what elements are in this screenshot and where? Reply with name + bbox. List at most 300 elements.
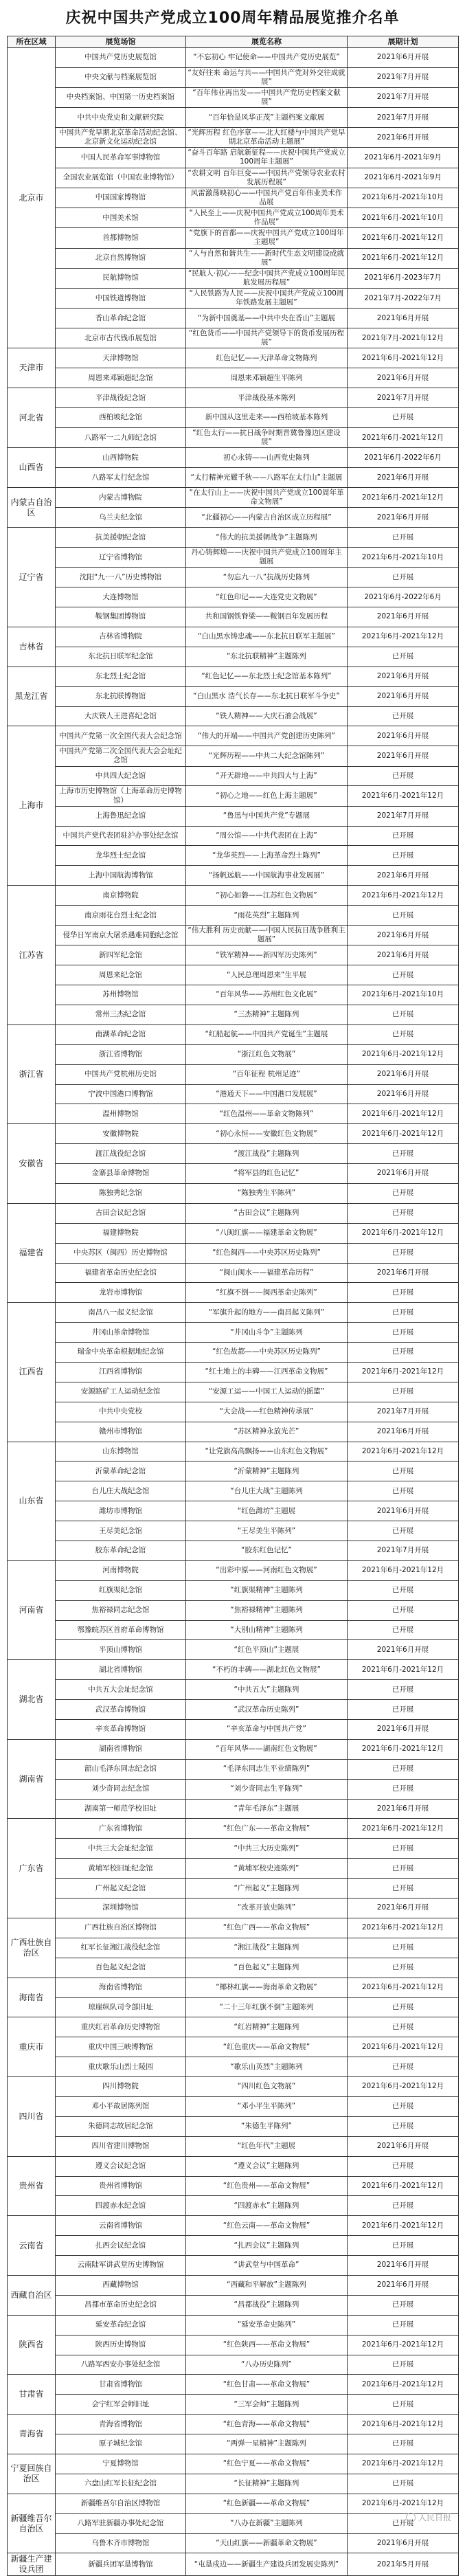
table-row — [8, 1997, 459, 2017]
exhibition-cell: “井冈山斗争”主题陈列 — [186, 1323, 348, 1343]
period-cell: 2021年6月开展 — [348, 1064, 459, 1084]
table-row — [8, 2037, 459, 2057]
exhibition-cell: “伟大胜利 历史贡献——中国人民抗日战争胜利主题展” — [186, 926, 348, 945]
exhibition-cell: “天山红旗——新疆革命文物展” — [186, 2533, 348, 2553]
venue-cell: 首都博物馆 — [56, 228, 186, 248]
period-cell: 2021年6月开展 — [348, 2533, 459, 2553]
venue-cell: 中共四大纪念馆 — [56, 766, 186, 786]
venue-cell: 北京自然博物馆 — [56, 248, 186, 268]
venue-cell: 原子城纪念馆 — [56, 2434, 186, 2454]
exhibition-cell: 新中国从这里走来——西柏坡基本陈列 — [186, 408, 348, 428]
period-cell: 已开展 — [348, 2116, 459, 2136]
period-cell: 已开展 — [348, 1303, 459, 1323]
period-cell: 已开展 — [348, 965, 459, 985]
period-cell: 2021年6月-2021年12月 — [348, 1739, 459, 1759]
venue-cell: 八路军太行纪念馆 — [56, 468, 186, 488]
venue-cell: 中国共产党杭州历史馆 — [56, 1064, 186, 1084]
period-cell: 已开展 — [348, 2434, 459, 2454]
exhibition-cell: 平津战役基本陈列 — [186, 388, 348, 408]
period-cell: 已开展 — [348, 2474, 459, 2494]
exhibition-cell: 风雷激荡映初心——中国共产党百年伟业美术作品展 — [186, 188, 348, 208]
exhibition-cell: “毛泽东同志生平业绩陈列” — [186, 1759, 348, 1779]
exhibition-cell: “不忘初心 牢记使命——中国共产党历史展览” — [186, 47, 348, 67]
table-row — [8, 408, 459, 428]
venue-cell: 全国农业展览馆（中国农业博物馆） — [56, 168, 186, 188]
period-cell: 已开展 — [348, 2513, 459, 2533]
exhibition-cell: “长征精神”主题陈列 — [186, 2474, 348, 2494]
region-cell: 河南省 — [8, 1560, 56, 1659]
period-cell: 2021年6月开展 — [348, 2275, 459, 2295]
venue-cell: 百色起义纪念馆 — [56, 1958, 186, 1978]
period-cell: 已开展 — [348, 1680, 459, 1700]
exhibition-cell: “百年伟业再出发——中国共产党历史档案文献展” — [186, 87, 348, 107]
venue-cell: 云南陆军讲武堂历史博物馆 — [56, 2256, 186, 2276]
period-cell: 2021年6月-2021年12月 — [348, 1660, 459, 1680]
region-cell: 江苏省 — [8, 886, 56, 1025]
exhibition-cell: “太行精神光耀千秋——八路军在太行山”主题展 — [186, 468, 348, 488]
venue-cell: 邓小平故居陈列馆 — [56, 2096, 186, 2116]
exhibition-cell: 初心永铸——山西党史陈列 — [186, 448, 348, 468]
period-cell: 2021年6月-2022年6月 — [348, 587, 459, 607]
period-cell: 已开展 — [348, 1243, 459, 1263]
region-cell: 黑龙江省 — [8, 667, 56, 726]
exhibition-cell: “红色潍坊”主题展 — [186, 1501, 348, 1521]
exhibition-cell: “红色广西——革命文物展” — [186, 1918, 348, 1938]
exhibition-table — [7, 36, 459, 2576]
table-row — [8, 2553, 459, 2576]
period-cell: 已开展 — [348, 2096, 459, 2116]
venue-cell: 中国铁道博物馆 — [56, 289, 186, 309]
venue-cell: 青海省博物馆 — [56, 2415, 186, 2434]
period-cell: 2021年7月-2022年7月 — [348, 289, 459, 309]
exhibition-cell: “红色闽西——中央苏区历史陈列” — [186, 1243, 348, 1263]
exhibition-cell: “初心永恒——安徽红色文物展” — [186, 1124, 348, 1144]
table-row — [8, 208, 459, 228]
period-cell: 2021年6月开展 — [348, 1164, 459, 1184]
table-row — [8, 268, 459, 288]
table-row — [8, 1005, 459, 1024]
table-row — [8, 2533, 459, 2553]
period-cell: 2021年6月开展 — [348, 2136, 459, 2156]
table-row — [8, 427, 459, 447]
venue-cell: 湖南第一师范学校旧址 — [56, 1799, 186, 1819]
period-cell: 2021年6月-2021年10月 — [348, 208, 459, 228]
period-cell: 2021年6月开展 — [348, 309, 459, 328]
exhibition-cell: “北疆初心——内蒙古自治区成立历程展” — [186, 508, 348, 528]
table-row — [8, 2017, 459, 2037]
table-row — [8, 985, 459, 1005]
table-row — [8, 686, 459, 706]
table-row — [8, 1899, 459, 1918]
venue-cell: 南湖革命纪念馆 — [56, 1024, 186, 1044]
table-row — [8, 168, 459, 188]
period-cell: 已开展 — [348, 1144, 459, 1164]
table-row — [8, 47, 459, 67]
venue-cell: 乌兰夫纪念馆 — [56, 508, 186, 528]
exhibition-cell: “红色温州——革命文物陈列” — [186, 1104, 348, 1124]
venue-cell: 潍坊市博物馆 — [56, 1501, 186, 1521]
table-row — [8, 2196, 459, 2216]
table-row — [8, 548, 459, 568]
table-row — [8, 1978, 459, 1997]
table-row — [8, 1124, 459, 1144]
table-row — [8, 1104, 459, 1124]
exhibition-cell: “铁军精神——新四军历史陈列” — [186, 945, 348, 965]
exhibition-cell: “四渡赤水”主题陈列 — [186, 2196, 348, 2216]
table-row — [8, 2494, 459, 2513]
venue-cell: 乌鲁木齐市博物馆 — [56, 2533, 186, 2553]
period-cell: 2021年6月-2021年12月 — [348, 2216, 459, 2236]
period-cell: 已开展 — [348, 2295, 459, 2315]
venue-cell: 大连博物馆 — [56, 587, 186, 607]
venue-cell: 内蒙古博物院 — [56, 488, 186, 508]
table-row — [8, 228, 459, 248]
table-row — [8, 1343, 459, 1363]
region-cell: 福建省 — [8, 1203, 56, 1302]
table-row — [8, 1720, 459, 1740]
venue-cell: 东北烈士纪念馆 — [56, 667, 186, 686]
table-row — [8, 1303, 459, 1323]
venue-cell: 上海鲁迅纪念馆 — [56, 806, 186, 826]
table-row — [8, 1779, 459, 1799]
venue-cell: 延安革命纪念馆 — [56, 2315, 186, 2335]
period-cell: 已开展 — [348, 2315, 459, 2335]
venue-cell: 广州起义纪念馆 — [56, 1879, 186, 1899]
venue-cell: 安徽博物院 — [56, 1124, 186, 1144]
region-cell: 甘肃省 — [8, 2375, 56, 2415]
exhibition-cell: “农耕文明 百年巨变——中国共产党领导农业农村发展历程展” — [186, 168, 348, 188]
period-cell: 2021年7月开展 — [348, 1402, 459, 1422]
exhibition-cell: “八闽红旗——福建革命文物展” — [186, 1223, 348, 1243]
venue-cell: 云南省博物馆 — [56, 2216, 186, 2236]
exhibition-cell: “安源工运——中国工人运动的摇篮” — [186, 1382, 348, 1402]
table-row — [8, 1382, 459, 1402]
period-cell: 2021年7月开展 — [348, 87, 459, 107]
venue-cell: 湖北省博物馆 — [56, 1660, 186, 1680]
period-cell: 已开展 — [348, 1938, 459, 1958]
period-cell: 已开展 — [348, 2196, 459, 2216]
exhibition-cell: “红色货币——中国共产党领导下的货币发展历程展” — [186, 328, 348, 348]
table-row — [8, 1243, 459, 1263]
venue-cell: 中国共产党早期北京革命活动纪念馆、北京新文化运动纪念馆 — [56, 128, 186, 148]
exhibition-cell: “中共五大”主题陈列 — [186, 1680, 348, 1700]
exhibition-cell: “红岩精神”主题陈列 — [186, 2017, 348, 2037]
venue-cell: 海南省博物馆 — [56, 1978, 186, 1997]
table-row — [8, 2395, 459, 2415]
venue-cell: 周恩来邓颖超纪念馆 — [56, 368, 186, 388]
region-cell: 重庆市 — [8, 2017, 56, 2077]
venue-cell: 四川省建川博物馆 — [56, 2136, 186, 2156]
venue-cell: 平津战役纪念馆 — [56, 388, 186, 408]
exhibition-cell: “初心如磐——江苏红色文物展” — [186, 886, 348, 906]
venue-cell: 中国共产党第二次全国代表大会会址纪念馆 — [56, 746, 186, 766]
venue-cell: 江西省博物馆 — [56, 1363, 186, 1382]
period-cell: 2021年6月开展 — [348, 1501, 459, 1521]
venue-cell: 常州三杰纪念馆 — [56, 1005, 186, 1024]
table-row — [8, 1283, 459, 1303]
table-row — [8, 1938, 459, 1958]
table-row — [8, 587, 459, 607]
venue-cell: 山东博物馆 — [56, 1442, 186, 1461]
exhibition-cell: “沂蒙精神”主题陈列 — [186, 1461, 348, 1481]
period-cell: 2021年6月开展 — [348, 1899, 459, 1918]
venue-cell: 陕西历史博物馆 — [56, 2335, 186, 2355]
venue-cell: 贵州省博物馆 — [56, 2176, 186, 2196]
venue-cell: 井冈山革命博物馆 — [56, 1323, 186, 1343]
table-row — [8, 2335, 459, 2355]
venue-cell: 福建省革命历史纪念馆 — [56, 1263, 186, 1283]
table-row — [8, 1363, 459, 1382]
region-cell: 辽宁省 — [8, 528, 56, 627]
exhibition-cell: “白山黑水铸忠魂——东北抗日联军主题展” — [186, 627, 348, 647]
region-cell: 新疆维吾尔自治区 — [8, 2494, 56, 2553]
period-cell: 2021年6月-2021年12月 — [348, 1442, 459, 1461]
period-cell: 2021年6月-2021年12月 — [348, 2077, 459, 2097]
venue-cell: 黄埔军校旧址纪念馆 — [56, 1859, 186, 1879]
period-cell: 已开展 — [348, 647, 459, 667]
exhibition-cell: “邓小平生平陈列” — [186, 2096, 348, 2116]
header-venue: 展览场馆 — [56, 36, 186, 48]
exhibition-cell: “红船起航——中国共产党诞生”主题展 — [186, 1024, 348, 1044]
table-row — [8, 1819, 459, 1839]
period-cell: 已开展 — [348, 408, 459, 428]
period-cell: 2021年6月-2021年12月 — [348, 2037, 459, 2057]
venue-cell: 八路军一二九师纪念馆 — [56, 427, 186, 447]
venue-cell: 昌都市革命历史纪念馆 — [56, 2295, 186, 2315]
table-row — [8, 1183, 459, 1203]
venue-cell: 中共中央党校 — [56, 1402, 186, 1422]
table-row — [8, 1164, 459, 1184]
table-row — [8, 846, 459, 866]
venue-cell: 中共五大会址纪念馆 — [56, 1680, 186, 1700]
period-cell: 2021年6月开展 — [348, 1640, 459, 1660]
venue-cell: 宁夏博物馆 — [56, 2454, 186, 2474]
venue-cell: 天津博物馆 — [56, 348, 186, 368]
region-cell: 湖北省 — [8, 1660, 56, 1740]
region-cell: 广东省 — [8, 1819, 56, 1918]
period-cell: 2021年6月开展 — [348, 686, 459, 706]
period-cell: 2021年6月-2021年12月 — [348, 248, 459, 268]
period-cell: 2021年6月开展 — [348, 1084, 459, 1104]
period-cell: 2021年6月-2021年12月 — [348, 1044, 459, 1064]
exhibition-cell: “初心之地——红色上海主题展” — [186, 786, 348, 806]
exhibition-cell: “扬帆远航——中国航海事业发展展” — [186, 866, 348, 886]
period-cell: 已开展 — [348, 1283, 459, 1303]
period-cell: 已开展 — [348, 1005, 459, 1024]
table-row — [8, 1203, 459, 1223]
venue-cell: 中共三大会址纪念馆 — [56, 1839, 186, 1859]
table-row — [8, 348, 459, 368]
period-cell: 2021年6月开展 — [348, 1422, 459, 1442]
venue-cell: 新疆兵团军垦博物馆 — [56, 2553, 186, 2576]
exhibition-cell: “昌都战役”主题陈列 — [186, 2295, 348, 2315]
period-cell: 2021年6月-2021年12月 — [348, 886, 459, 906]
period-cell: 已开展 — [348, 1343, 459, 1363]
venue-cell: 金寨县革命博物馆 — [56, 1164, 186, 1184]
region-cell: 新疆生产建设兵团 — [8, 2553, 56, 2576]
table-row — [8, 786, 459, 806]
exhibition-cell: “朱德生平陈列” — [186, 2116, 348, 2136]
period-cell: 2021年6月开展 — [348, 945, 459, 965]
venue-cell: 琼崖纵队司令部旧址 — [56, 1997, 186, 2017]
watermark-text: 人民日报 — [418, 2513, 451, 2522]
venue-cell: 武汉革命博物馆 — [56, 1700, 186, 1720]
exhibition-cell: “胶东红色记忆” — [186, 1541, 348, 1561]
exhibition-cell: “人民铁路为人民——庆祝中国共产党成立100周年铁路发展主题展” — [186, 289, 348, 309]
venue-cell: 焦裕禄同志纪念馆 — [56, 1600, 186, 1620]
exhibition-cell: “不朽的丰碑——湖北红色文物展” — [186, 1660, 348, 1680]
exhibition-cell: “大别山精神”主题陈列 — [186, 1620, 348, 1640]
venue-cell: 南昌八一起义纪念馆 — [56, 1303, 186, 1323]
table-row — [8, 826, 459, 846]
table-row — [8, 248, 459, 268]
exhibition-cell: “闽山闽水——福建革命历程” — [186, 1263, 348, 1283]
period-cell: 已开展 — [348, 1779, 459, 1799]
venue-cell: 北京市古代钱币展览馆 — [56, 328, 186, 348]
exhibition-cell: “为新中国奠基——中共中央在香山”主题展 — [186, 309, 348, 328]
venue-cell: 安源路矿工人运动纪念馆 — [56, 1382, 186, 1402]
period-cell: 已开展 — [348, 1382, 459, 1402]
exhibition-cell: “二十三年红旗不倒”主题陈列 — [186, 1997, 348, 2017]
exhibition-cell: “红旗渠精神”主题陈列 — [186, 1580, 348, 1600]
exhibition-cell: “渡江战役”主题陈列 — [186, 1144, 348, 1164]
venue-cell: 韶山毛泽东同志纪念馆 — [56, 1759, 186, 1779]
period-cell: 已开展 — [348, 1700, 459, 1720]
exhibition-cell: “武汉革命历史陈列” — [186, 1700, 348, 1720]
table-row — [8, 1600, 459, 1620]
venue-cell: 中国共产党代表团驻沪办事处纪念馆 — [56, 826, 186, 846]
exhibition-cell: “红色新疆——革命文物展” — [186, 2494, 348, 2513]
exhibition-cell: “将军县的红色记忆” — [186, 1164, 348, 1184]
period-cell: 已开展 — [348, 1521, 459, 1541]
period-cell: 已开展 — [348, 1024, 459, 1044]
venue-cell: 中国人民革命军事博物馆 — [56, 148, 186, 168]
region-cell: 吉林省 — [8, 627, 56, 667]
venue-cell: 东北抗日联军纪念馆 — [56, 647, 186, 667]
period-cell: 已开展 — [348, 1461, 459, 1481]
watermark — [406, 2511, 451, 2523]
period-cell: 2021年6月-2021年10月 — [348, 985, 459, 1005]
table-row — [8, 2057, 459, 2077]
venue-cell: 刘少奇同志纪念馆 — [56, 1779, 186, 1799]
table-row — [8, 289, 459, 309]
period-cell: 2021年6月开展 — [348, 726, 459, 746]
table-row — [8, 1660, 459, 1680]
exhibition-cell: “铁人精神——大庆石油会战展” — [186, 706, 348, 726]
exhibition-cell: “红色重庆——革命文物展” — [186, 2037, 348, 2057]
venue-cell: 宁波中国港口博物馆 — [56, 1084, 186, 1104]
region-cell: 山西省 — [8, 448, 56, 488]
period-cell: 已开展 — [348, 1839, 459, 1859]
period-cell: 已开展 — [348, 2156, 459, 2176]
period-cell: 2021年6月-2021年12月 — [348, 627, 459, 647]
table-row — [8, 1044, 459, 1064]
exhibition-cell: “红色青海——革命文物展” — [186, 2415, 348, 2434]
period-cell: 2021年6月开展 — [348, 128, 459, 148]
period-cell: 2021年7月-2021年12月 — [348, 328, 459, 348]
period-cell: 已开展 — [348, 1323, 459, 1343]
venue-cell: 中共中央党史和文献研究院 — [56, 108, 186, 128]
period-cell: 2021年6月开展 — [348, 508, 459, 528]
venue-cell: 沈阳“九·一八”历史博物馆 — [56, 568, 186, 587]
exhibition-cell: “百色起义”主题陈列 — [186, 1958, 348, 1978]
exhibition-cell: “百年恰是风华正茂”主题档案文献展 — [186, 108, 348, 128]
period-cell: 2021年6月-2021年10月 — [348, 548, 459, 568]
exhibition-cell: “广州起义”主题陈列 — [186, 1879, 348, 1899]
venue-cell: 侵华日军南京大屠杀遇难同胞纪念馆 — [56, 926, 186, 945]
exhibition-cell: “红色贵州——革命文物展” — [186, 2176, 348, 2196]
venue-cell: 辽宁省博物馆 — [56, 548, 186, 568]
period-cell: 2021年6月-2021年12月 — [348, 228, 459, 248]
exhibition-cell: “红色广东——革命文物展” — [186, 1819, 348, 1839]
table-row — [8, 627, 459, 647]
table-row — [8, 468, 459, 488]
exhibition-cell: “红色平顶山”主题展 — [186, 1640, 348, 1660]
exhibition-cell: “红旗不倒——闽西革命史陈列” — [186, 1283, 348, 1303]
period-cell: 2021年6月开展 — [348, 926, 459, 945]
exhibition-cell: “光辉历程 红色序章——北大红楼与中国共产党早期北京革命活动主题展” — [186, 128, 348, 148]
venue-cell: 沂蒙革命纪念馆 — [56, 1461, 186, 1481]
exhibition-cell: “红色故都——中央苏区历史陈列” — [186, 1343, 348, 1363]
period-cell: 已开展 — [348, 1481, 459, 1501]
table-row — [8, 2256, 459, 2276]
venue-cell: 中央档案馆、中国第一历史档案馆 — [56, 87, 186, 107]
exhibition-cell: “改革开放史陈列” — [186, 1899, 348, 1918]
exhibition-cell: “人与自然和谐共生——新时代生态文明建设成就展” — [186, 248, 348, 268]
table-row — [8, 1422, 459, 1442]
table-row — [8, 1859, 459, 1879]
venue-cell: 遵义会议纪念馆 — [56, 2156, 186, 2176]
venue-cell: 中央苏区（闽西）历史博物馆 — [56, 1243, 186, 1263]
table-row — [8, 1580, 459, 1600]
exhibition-cell: “百年征程 杭州足迹” — [186, 1064, 348, 1084]
period-cell: 2021年7月开展 — [348, 388, 459, 408]
table-row — [8, 2096, 459, 2116]
period-cell: 2021年7月开展 — [348, 1541, 459, 1561]
table-row — [8, 148, 459, 168]
period-cell: 2021年6月-2021年12月 — [348, 2415, 459, 2434]
table-row — [8, 1521, 459, 1541]
exhibition-cell: “伟大的抗美援朝战争”主题陈列 — [186, 528, 348, 548]
exhibition-cell: “苏区精神永放光芒” — [186, 1422, 348, 1442]
period-cell: 已开展 — [348, 2057, 459, 2077]
table-row — [8, 667, 459, 686]
table-row — [8, 528, 459, 548]
period-cell: 2021年6月-2021年12月 — [348, 1104, 459, 1124]
exhibition-cell: “大会战——红色精神传承展” — [186, 1402, 348, 1422]
period-cell: 2021年6月-2021年12月 — [348, 488, 459, 508]
table-row — [8, 1620, 459, 1640]
table-row — [8, 2176, 459, 2196]
venue-cell: 台儿庄大战纪念馆 — [56, 1481, 186, 1501]
table-row — [8, 1839, 459, 1859]
table-body — [8, 47, 459, 2576]
table-row — [8, 67, 459, 87]
period-cell: 2021年6月-2023年7月 — [348, 268, 459, 288]
venue-cell: 广东省博物馆 — [56, 1819, 186, 1839]
region-cell: 北京市 — [8, 47, 56, 348]
venue-cell: 南京博物院 — [56, 886, 186, 906]
exhibition-cell: “红色陕西——革命文物展” — [186, 2335, 348, 2355]
exhibition-cell: “讲武堂与中国革命” — [186, 2256, 348, 2276]
table-row — [8, 1799, 459, 1819]
exhibition-cell: “屯垦戍边——新疆生产建设兵团发展史陈列” — [186, 2553, 348, 2576]
period-cell: 2021年6月-2021年12月 — [348, 1363, 459, 1382]
venue-cell: 新疆维吾尔自治区博物馆 — [56, 2494, 186, 2513]
exhibition-cell: “出彩中原——河南红色文物展” — [186, 1560, 348, 1580]
period-cell: 已开展 — [348, 1183, 459, 1203]
table-row — [8, 1700, 459, 1720]
